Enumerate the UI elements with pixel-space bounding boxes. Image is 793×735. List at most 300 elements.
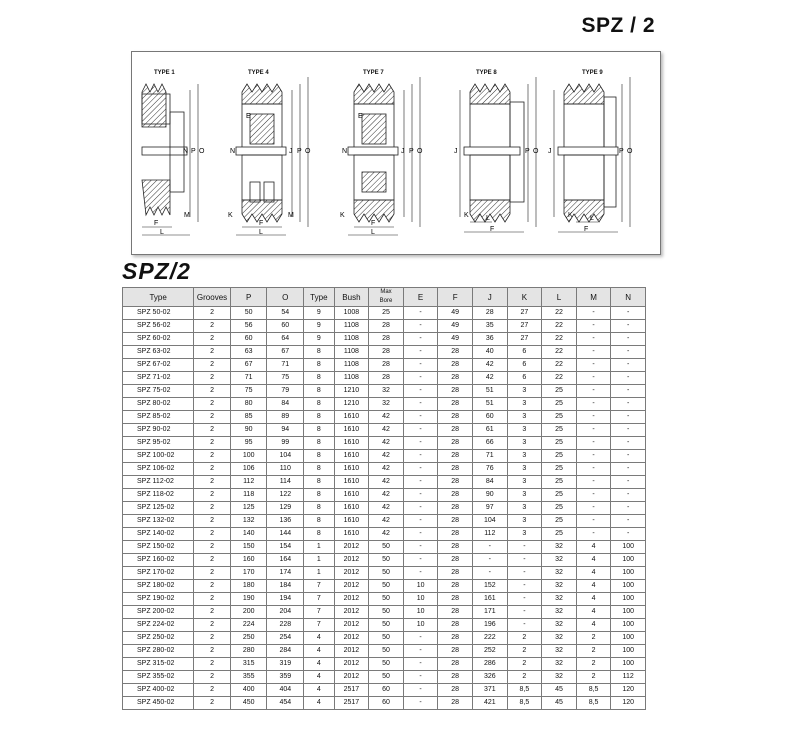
table-cell: 122	[267, 489, 304, 502]
table-cell: 36	[472, 333, 507, 346]
table-cell: -	[576, 424, 611, 437]
table-cell: 22	[542, 359, 577, 372]
table-cell: SPZ 67-02	[123, 359, 194, 372]
table-cell: 144	[267, 528, 304, 541]
table-cell: -	[403, 697, 438, 710]
table-cell: 1610	[334, 411, 369, 424]
table-cell: 2	[576, 645, 611, 658]
table-cell: 7	[304, 619, 335, 632]
table-cell: 66	[472, 437, 507, 450]
table-cell: 50	[369, 580, 404, 593]
table-row	[123, 385, 646, 398]
table-cell: 6	[507, 372, 542, 385]
table-cell: 2	[194, 671, 231, 684]
table-cell: 9	[304, 320, 335, 333]
table-cell: 2012	[334, 632, 369, 645]
table-cell: 4	[576, 580, 611, 593]
table-cell: 2	[194, 580, 231, 593]
table-cell: SPZ 106-02	[123, 463, 194, 476]
table-cell: 112	[230, 476, 267, 489]
table-cell: 136	[267, 515, 304, 528]
table-cell: -	[403, 346, 438, 359]
table-cell: 404	[267, 684, 304, 697]
type-label-4: TYPE 4	[248, 70, 269, 76]
table-cell: SPZ 190-02	[123, 593, 194, 606]
table-cell: 140	[230, 528, 267, 541]
table-cell: 286	[472, 658, 507, 671]
table-row	[123, 658, 646, 671]
table-cell: -	[507, 606, 542, 619]
table-cell: 355	[230, 671, 267, 684]
dim-letter: J	[548, 148, 552, 155]
pulley-type-diagrams	[131, 51, 661, 255]
table-cell: 50	[369, 658, 404, 671]
table-cell: 4	[304, 645, 335, 658]
table-cell: 228	[267, 619, 304, 632]
table-cell: 32	[542, 567, 577, 580]
table-cell: 319	[267, 658, 304, 671]
table-cell: 1610	[334, 463, 369, 476]
dim-letter: O	[533, 148, 539, 155]
table-cell: -	[576, 307, 611, 320]
table-cell: -	[576, 333, 611, 346]
table-cell: 1	[304, 554, 335, 567]
table-cell: 164	[267, 554, 304, 567]
table-cell: 28	[438, 671, 473, 684]
table-cell: 9	[304, 333, 335, 346]
table-cell: SPZ 160-02	[123, 554, 194, 567]
dim-letter: L	[590, 215, 594, 222]
table-cell: 76	[472, 463, 507, 476]
table-cell: 28	[438, 554, 473, 567]
table-cell: 42	[472, 372, 507, 385]
table-cell: 50	[369, 606, 404, 619]
table-cell: -	[403, 567, 438, 580]
table-cell: 184	[267, 580, 304, 593]
table-cell: 28	[438, 424, 473, 437]
table-cell: 79	[267, 385, 304, 398]
table-cell: -	[507, 593, 542, 606]
table-cell: 8,5	[507, 684, 542, 697]
table-body	[123, 307, 646, 710]
dim-letter: M	[288, 212, 294, 219]
table-cell: 8	[304, 385, 335, 398]
table-cell: 8	[304, 346, 335, 359]
table-cell: 100	[611, 593, 646, 606]
table-cell: 2	[194, 359, 231, 372]
table-cell: 180	[230, 580, 267, 593]
table-cell: SPZ 140-02	[123, 528, 194, 541]
table-cell: 32	[542, 606, 577, 619]
table-cell: 2012	[334, 541, 369, 554]
table-cell: 2	[194, 307, 231, 320]
table-cell: 3	[507, 398, 542, 411]
table-cell: 85	[230, 411, 267, 424]
table-cell: SPZ 315-02	[123, 658, 194, 671]
table-cell: -	[403, 541, 438, 554]
table-row	[123, 359, 646, 372]
table-cell: 25	[542, 450, 577, 463]
table-cell: 25	[542, 476, 577, 489]
table-cell: 106	[230, 463, 267, 476]
table-row	[123, 671, 646, 684]
dim-letter: O	[417, 148, 423, 155]
column-header: N	[611, 288, 646, 307]
type-4-drawing	[228, 77, 311, 236]
table-cell: -	[403, 307, 438, 320]
table-cell: 2	[194, 606, 231, 619]
column-header: M	[576, 288, 611, 307]
table-cell: 1610	[334, 502, 369, 515]
dim-letter: E	[246, 113, 251, 120]
type-7-drawing	[340, 77, 423, 236]
table-cell: 2	[194, 502, 231, 515]
table-cell: 152	[472, 580, 507, 593]
column-header: O	[267, 288, 304, 307]
table-cell: 32	[542, 658, 577, 671]
dim-letter: F	[584, 226, 589, 233]
table-cell: 2012	[334, 567, 369, 580]
table-cell: 359	[267, 671, 304, 684]
table-cell: 2	[194, 424, 231, 437]
dim-letter: F	[371, 220, 376, 227]
table-cell: 118	[230, 489, 267, 502]
table-cell: 84	[472, 476, 507, 489]
table-row	[123, 697, 646, 710]
table-cell: 129	[267, 502, 304, 515]
table-cell: -	[576, 385, 611, 398]
dim-letter: L	[259, 229, 263, 236]
table-cell: 25	[542, 437, 577, 450]
table-cell: SPZ 56-02	[123, 320, 194, 333]
table-cell: -	[611, 411, 646, 424]
table-cell: -	[507, 567, 542, 580]
table-cell: SPZ 132-02	[123, 515, 194, 528]
table-cell: 90	[230, 424, 267, 437]
table-cell: 28	[438, 359, 473, 372]
table-cell: -	[611, 437, 646, 450]
table-cell: -	[403, 658, 438, 671]
table-cell: 2012	[334, 593, 369, 606]
table-cell: -	[576, 450, 611, 463]
table-cell: 9	[304, 307, 335, 320]
table-cell: 6	[507, 346, 542, 359]
table-cell: 28	[369, 359, 404, 372]
table-cell: -	[403, 645, 438, 658]
dim-letter: O	[199, 148, 205, 155]
column-header: L	[542, 288, 577, 307]
table-cell: 2	[194, 567, 231, 580]
table-cell: 100	[611, 541, 646, 554]
table-cell: 174	[267, 567, 304, 580]
table-cell: 2	[194, 528, 231, 541]
table-cell: 67	[230, 359, 267, 372]
table-cell: 2	[194, 554, 231, 567]
table-cell: SPZ 355-02	[123, 671, 194, 684]
table-row	[123, 580, 646, 593]
table-cell: 2	[507, 671, 542, 684]
table-cell: -	[611, 502, 646, 515]
table-cell: 8	[304, 411, 335, 424]
table-cell: 42	[369, 515, 404, 528]
table-cell: SPZ 100-02	[123, 450, 194, 463]
dim-letter: N	[342, 148, 348, 155]
dim-letter: P	[619, 148, 624, 155]
table-cell: 51	[472, 398, 507, 411]
table-cell: 42	[369, 411, 404, 424]
table-cell: -	[611, 372, 646, 385]
table-row	[123, 372, 646, 385]
table-cell: SPZ 75-02	[123, 385, 194, 398]
table-cell: 4	[576, 567, 611, 580]
table-cell: 28	[438, 697, 473, 710]
type-9-drawing	[548, 77, 633, 233]
table-cell: 254	[267, 632, 304, 645]
table-cell: 28	[438, 411, 473, 424]
table-cell: 2012	[334, 554, 369, 567]
table-cell: 28	[369, 333, 404, 346]
table-cell: 100	[611, 658, 646, 671]
table-cell: 371	[472, 684, 507, 697]
table-cell: -	[403, 437, 438, 450]
table-cell: 2	[194, 346, 231, 359]
table-cell: 104	[472, 515, 507, 528]
table-cell: -	[576, 359, 611, 372]
table-cell: 200	[230, 606, 267, 619]
table-cell: 2	[507, 645, 542, 658]
type-8-drawing	[454, 77, 539, 233]
dim-letter: O	[627, 148, 633, 155]
table-cell: 60	[472, 411, 507, 424]
table-cell: 50	[369, 567, 404, 580]
table-cell: 25	[542, 411, 577, 424]
table-cell: -	[403, 476, 438, 489]
table-cell: 2517	[334, 697, 369, 710]
table-cell: 80	[230, 398, 267, 411]
table-cell: 51	[472, 385, 507, 398]
table-cell: 28	[369, 372, 404, 385]
table-cell: 120	[611, 697, 646, 710]
table-cell: 10	[403, 580, 438, 593]
table-cell: 100	[611, 567, 646, 580]
table-cell: 95	[230, 437, 267, 450]
table-cell: 28	[438, 606, 473, 619]
table-cell: -	[403, 359, 438, 372]
column-header: Max Bore	[369, 288, 404, 307]
table-cell: SPZ 112-02	[123, 476, 194, 489]
table-cell: 90	[472, 489, 507, 502]
table-row	[123, 346, 646, 359]
table-cell: 1610	[334, 489, 369, 502]
table-row	[123, 502, 646, 515]
column-header: Bush	[334, 288, 369, 307]
table-cell: 71	[230, 372, 267, 385]
table-cell: 49	[438, 320, 473, 333]
page-title: SPZ / 2	[581, 14, 655, 37]
table-cell: 56	[230, 320, 267, 333]
table-cell: -	[611, 476, 646, 489]
table-cell: 25	[542, 424, 577, 437]
table-cell: SPZ 125-02	[123, 502, 194, 515]
type-label-7: TYPE 7	[363, 70, 384, 76]
table-cell: 284	[267, 645, 304, 658]
table-cell: -	[403, 671, 438, 684]
table-cell: 42	[369, 489, 404, 502]
table-cell: 4	[576, 541, 611, 554]
table-cell: 28	[472, 307, 507, 320]
table-cell: 28	[438, 658, 473, 671]
table-row	[123, 619, 646, 632]
table-cell: 42	[369, 424, 404, 437]
table-cell: SPZ 95-02	[123, 437, 194, 450]
table-cell: 1610	[334, 476, 369, 489]
table-cell: 75	[267, 372, 304, 385]
table-cell: 2	[194, 541, 231, 554]
table-cell: SPZ 60-02	[123, 333, 194, 346]
table-cell: 28	[438, 684, 473, 697]
table-cell: 2	[194, 684, 231, 697]
table-cell: 50	[369, 632, 404, 645]
table-cell: -	[507, 554, 542, 567]
table-row	[123, 476, 646, 489]
table-row	[123, 307, 646, 320]
table-cell: 161	[472, 593, 507, 606]
table-cell: 50	[369, 619, 404, 632]
table-cell: 32	[369, 398, 404, 411]
table-cell: 28	[438, 450, 473, 463]
table-cell: 132	[230, 515, 267, 528]
table-cell: -	[611, 450, 646, 463]
table-cell: 8,5	[576, 697, 611, 710]
table-cell: -	[472, 541, 507, 554]
table-cell: 1210	[334, 398, 369, 411]
dim-letter: L	[486, 215, 490, 222]
table-cell: 22	[542, 346, 577, 359]
table-cell: SPZ 170-02	[123, 567, 194, 580]
table-cell: 28	[369, 320, 404, 333]
table-cell: 1108	[334, 333, 369, 346]
table-cell: -	[576, 346, 611, 359]
table-cell: 28	[438, 502, 473, 515]
dim-letter: P	[191, 148, 196, 155]
table-cell: 60	[267, 320, 304, 333]
table-cell: 224	[230, 619, 267, 632]
table-cell: 25	[369, 307, 404, 320]
table-cell: 8	[304, 489, 335, 502]
table-cell: 45	[542, 697, 577, 710]
table-cell: 8,5	[576, 684, 611, 697]
table-cell: 8	[304, 398, 335, 411]
table-cell: 4	[576, 606, 611, 619]
table-cell: 2	[194, 593, 231, 606]
table-cell: 250	[230, 632, 267, 645]
table-cell: 3	[507, 437, 542, 450]
table-cell: 28	[438, 593, 473, 606]
section-title: SPZ/2	[122, 258, 191, 284]
table-cell: 1210	[334, 385, 369, 398]
table-cell: 8,5	[507, 697, 542, 710]
table-cell: 22	[542, 320, 577, 333]
table-cell: -	[403, 528, 438, 541]
table-row	[123, 541, 646, 554]
table-cell: 120	[611, 684, 646, 697]
table-cell: SPZ 200-02	[123, 606, 194, 619]
table-cell: 32	[542, 593, 577, 606]
table-cell: -	[611, 398, 646, 411]
table-cell: 252	[472, 645, 507, 658]
table-row	[123, 333, 646, 346]
table-cell: 4	[304, 684, 335, 697]
table-cell: 42	[369, 502, 404, 515]
spec-table	[122, 287, 646, 710]
table-cell: 6	[507, 359, 542, 372]
table-header-row	[123, 288, 646, 307]
table-cell: 1	[304, 567, 335, 580]
table-cell: 50	[230, 307, 267, 320]
table-cell: 50	[369, 554, 404, 567]
table-cell: 35	[472, 320, 507, 333]
table-cell: 71	[472, 450, 507, 463]
table-cell: 2	[194, 619, 231, 632]
table-cell: 280	[230, 645, 267, 658]
dim-letter: K	[340, 212, 345, 219]
table-cell: -	[611, 424, 646, 437]
table-cell: 454	[267, 697, 304, 710]
table-cell: 89	[267, 411, 304, 424]
table-cell: -	[403, 463, 438, 476]
table-cell: 22	[542, 307, 577, 320]
table-cell: -	[576, 515, 611, 528]
table-cell: 28	[438, 580, 473, 593]
table-cell: 28	[438, 528, 473, 541]
table-cell: 2012	[334, 619, 369, 632]
table-cell: 1610	[334, 437, 369, 450]
table-cell: -	[403, 320, 438, 333]
table-cell: 2	[194, 476, 231, 489]
table-cell: 67	[267, 346, 304, 359]
table-cell: 8	[304, 515, 335, 528]
table-cell: -	[403, 489, 438, 502]
table-cell: SPZ 71-02	[123, 372, 194, 385]
dim-letter: J	[454, 148, 458, 155]
column-header: E	[403, 288, 438, 307]
dim-letter: P	[409, 148, 414, 155]
table-cell: 50	[369, 593, 404, 606]
table-cell: 45	[542, 684, 577, 697]
table-cell: 2	[507, 658, 542, 671]
table-cell: 1	[304, 541, 335, 554]
table-cell: 2517	[334, 684, 369, 697]
table-cell: -	[611, 489, 646, 502]
table-cell: -	[403, 398, 438, 411]
table-cell: 8	[304, 372, 335, 385]
table-cell: 112	[472, 528, 507, 541]
table-cell: 28	[438, 619, 473, 632]
table-cell: 49	[438, 333, 473, 346]
table-cell: 25	[542, 463, 577, 476]
column-header: Type	[304, 288, 335, 307]
table-cell: 28	[438, 476, 473, 489]
table-cell: 2	[194, 515, 231, 528]
table-cell: 190	[230, 593, 267, 606]
table-cell: 2012	[334, 606, 369, 619]
table-cell: 99	[267, 437, 304, 450]
table-cell: 10	[403, 593, 438, 606]
table-cell: 1610	[334, 528, 369, 541]
table-cell: 94	[267, 424, 304, 437]
table-cell: 2	[194, 437, 231, 450]
table-cell: 8	[304, 528, 335, 541]
